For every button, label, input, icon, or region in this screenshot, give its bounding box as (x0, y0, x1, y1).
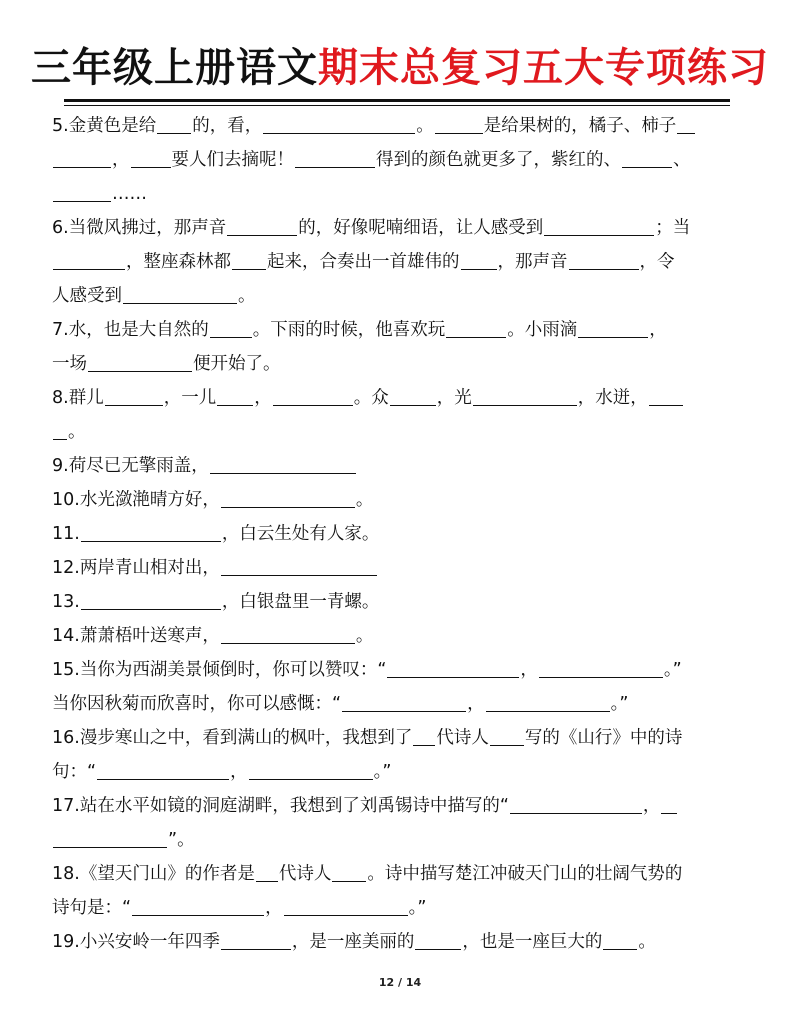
answer-blank[interactable] (539, 658, 663, 678)
line-q13: 13. ，白银盘里一青螺。 (52, 592, 380, 612)
line-q15-2: 当你因秋菊而欣喜时，你可以感慨：“ ， 。” (52, 694, 629, 714)
answer-blank[interactable] (227, 216, 297, 236)
answer-blank[interactable] (221, 930, 291, 950)
answer-blank[interactable] (249, 760, 373, 780)
answer-blank[interactable] (221, 488, 355, 508)
line-q8-1: 8.群儿 ，一儿 ， 。众 ，光 ，水迸， (52, 381, 752, 415)
answer-blank[interactable] (221, 624, 355, 644)
answer-blank[interactable] (232, 250, 266, 270)
answer-blank[interactable] (157, 114, 191, 134)
title-rule-thin (64, 105, 730, 106)
answer-blank[interactable] (132, 896, 264, 916)
answer-blank[interactable] (217, 386, 253, 406)
page-number: 12 / 14 (378, 976, 422, 989)
answer-blank[interactable] (332, 862, 366, 882)
answer-blank[interactable] (221, 556, 377, 576)
line-q18-1: 18.《望天门山》的作者是 代诗人 。诗中描写楚江冲破天门山的壮阔气势的 (52, 864, 683, 884)
answer-blank[interactable] (210, 454, 356, 474)
answer-blank[interactable] (295, 148, 375, 168)
answer-blank[interactable] (53, 250, 125, 270)
title-part-grade: 三年级上册语文 (31, 45, 318, 91)
answer-blank[interactable] (53, 828, 167, 848)
answer-blank[interactable] (603, 930, 637, 950)
answer-blank[interactable] (273, 386, 353, 406)
line-q17-2: ”。 (52, 823, 752, 857)
answer-blank[interactable] (649, 386, 683, 406)
answer-blank[interactable] (53, 420, 67, 440)
title-part-review: 期末总复习五大专项练习 (318, 45, 769, 91)
answer-blank[interactable] (81, 522, 221, 542)
answer-blank[interactable] (88, 352, 192, 372)
line-q12: 12.两岸青山相对出， (52, 551, 752, 585)
answer-blank[interactable] (510, 794, 642, 814)
answer-blank[interactable] (263, 114, 415, 134)
answer-blank[interactable] (461, 250, 497, 270)
answer-blank[interactable] (342, 692, 466, 712)
answer-blank[interactable] (413, 726, 435, 746)
answer-blank[interactable] (256, 862, 278, 882)
line-q18-2: 诗句是：“ ， 。” (52, 898, 427, 918)
line-q6-3: 人感受到 。 (52, 286, 256, 306)
answer-blank[interactable] (490, 726, 524, 746)
answer-blank[interactable] (390, 386, 436, 406)
line-q5-3: …… (52, 177, 752, 211)
line-q7-2: 一场 便开始了。 (52, 354, 281, 374)
line-q6-2: ，整座森林都 起来，合奏出一首雄伟的 ，那声音 ，令 (52, 245, 752, 279)
line-q7-1: 7.水，也是大自然的 。下雨的时候，他喜欢玩 。小雨滴 ， (52, 320, 667, 340)
answer-blank[interactable] (415, 930, 461, 950)
answer-blank[interactable] (284, 896, 408, 916)
exercise-content (52, 109, 752, 959)
answer-blank[interactable] (677, 114, 695, 134)
answer-blank[interactable] (81, 590, 221, 610)
answer-blank[interactable] (486, 692, 610, 712)
answer-blank[interactable] (569, 250, 639, 270)
line-q16-2: 句：“ ， 。” (52, 762, 392, 782)
answer-blank[interactable] (97, 760, 229, 780)
answer-blank[interactable] (210, 318, 252, 338)
answer-blank[interactable] (544, 216, 654, 236)
answer-blank[interactable] (578, 318, 648, 338)
answer-blank[interactable] (446, 318, 506, 338)
line-q8-2: 。 (52, 415, 752, 449)
answer-blank[interactable] (661, 794, 677, 814)
answer-blank[interactable] (53, 148, 111, 168)
page-title (0, 42, 800, 94)
answer-blank[interactable] (387, 658, 519, 678)
answer-blank[interactable] (53, 182, 111, 202)
line-q15-1: 15.当你为西湖美景倾倒时，你可以赞叹：“ ， 。” (52, 660, 682, 680)
line-q16-1: 16.漫步寒山之中，看到满山的枫叶，我想到了 代诗人 写的《山行》中的诗 (52, 728, 683, 748)
line-q14: 14.萧萧梧叶送寒声， 。 (52, 626, 374, 646)
answer-blank[interactable] (622, 148, 672, 168)
title-rule-thick (64, 99, 730, 102)
line-q6-1: 6.当微风拂过，那声音 的，好像呢喃细语，让人感受到 ；当 (52, 218, 691, 238)
answer-blank[interactable] (105, 386, 163, 406)
answer-blank[interactable] (123, 284, 237, 304)
line-q10: 10.水光潋滟晴方好， 。 (52, 490, 374, 510)
line-q19: 19.小兴安岭一年四季 ，是一座美丽的 ，也是一座巨大的 。 (52, 932, 656, 952)
answer-blank[interactable] (435, 114, 483, 134)
line-q5-1: 5.金黄色是给 的，看， 。 是给果树的，橘子、柿子 (52, 109, 752, 143)
line-q5-2: ， 要人们去摘呢！ 得到的颜色就更多了，紫红的、 、 (52, 143, 752, 177)
line-q17-1: 17.站在水平如镜的洞庭湖畔，我想到了刘禹锡诗中描写的“ ， (52, 789, 752, 823)
line-q9: 9.荷尽已无擎雨盖， (52, 449, 752, 483)
answer-blank[interactable] (131, 148, 171, 168)
answer-blank[interactable] (473, 386, 577, 406)
line-q11: 11. ，白云生处有人家。 (52, 524, 380, 544)
